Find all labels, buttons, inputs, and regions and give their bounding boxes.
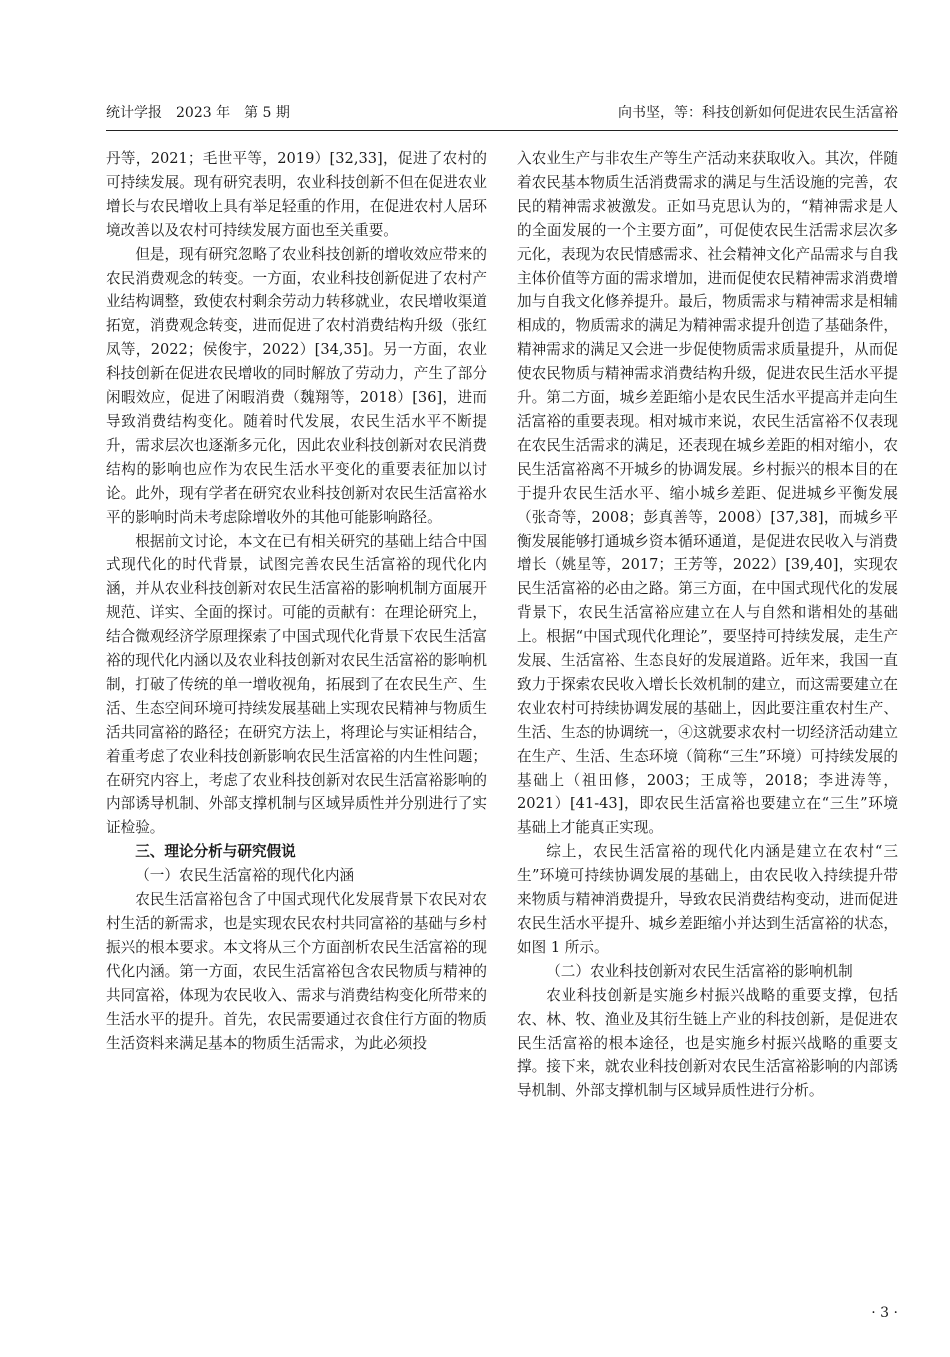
subsection-title: （二）农业科技创新对农民生活富裕的影响机制 [546,962,853,980]
article-running-title: 向书坚，等：科技创新如何促进农民生活富裕 [618,105,898,121]
page-number: · 3 · [871,1305,898,1321]
paragraph: 丹等，2021；毛世平等，2019）[32,33]，促进了农村的可持续发展。现有研究表明，农业科技创新不但在促进农业增长与农民增收上具有举足轻重的作用，在促进农村人居环境改善以及农村可持续发展方面也至关重要。 [106,150,487,239]
subsection-title: （一）农民生活富裕的现代化内涵 [135,867,355,885]
section-title: 三、理论分析与研究假说 [135,843,296,861]
right-column [517,147,898,1103]
paragraph: 农民生活富裕包含了中国式现代化发展背景下农民对农村生活的新需求，也是实现农民农村共同富裕的基础与乡村振兴的根本要求。本文将从三个方面剖析农民生活富裕的现代化内涵。第一方面，农民生活富裕包含农民物质与精神的共同富裕，体现为农民收入、需求与消费结构变化所带来的生活水平的提升。首先，农民需要通过衣食住行方面的物质生活资料来满足基本的物质生活需求，为此必须投 [106,891,487,1052]
paragraph: 农业科技创新是实施乡村振兴战略的重要支撑，包括农、林、牧、渔业及其衍生链上产业的科技创新，是促进农民生活富裕的根本途径，也是实施乡村振兴战略的重要支撑。接下来，就农业科技创新对农民生活富裕影响的内部诱导机制、外部支撑机制与区域异质性进行分析。 [517,986,898,1100]
paragraph: 综上，农民生活富裕的现代化内涵是建立在农村“三生”环境可持续协调发展的基础上，由农民收入持续提升带来物质与精神消费提升，导致农民消费结构变动，进而促进农民生活水平提升、城乡差距缩小并达到生活富裕的状态，如图 1 所示。 [517,843,898,956]
paragraph: 根据前文讨论，本文在已有相关研究的基础上结合中国式现代化的时代背景，试图完善农民生活富裕的现代化内涵，并从农业科技创新对农民生活富裕的影响机制方面展开规范、详实、全面的探讨。可能的贡献有：在理论研究上，结合微观经济学原理探索了中国式现代化背景下农民生活富裕的现代化内涵以及农业科技创新对农民生活富裕的影响机制，打破了传统的单一增收视角，拓展到了在农民生产、生活、生态空间环境可持续发展基础上实现农民精神与物质生活共同富裕的路径；在研究方法上，将理论与实证相结合，着重考虑了农业科技创新影响农民生活富裕的内生性问题；在研究内容上，考虑了农业科技创新对农民生活富裕影响的内部诱导机制、外部支撑机制与区域异质性并分别进行了实证检验。 [106,532,487,837]
header-rule [106,130,898,131]
paragraph: 入农业生产与非农生产等生产活动来获取收入。其次，伴随着农民基本物质生活消费需求的满足与生活设施的完善，农民的精神需求被激发。正如马克思认为的，“精神需求是人的全面发展的一个主要方面”，可促使农民生活需求层次多元化，表现为农民情感需求、社会精神文化产品需求与自我主体价值等方面的需求增加，进而促使农民精神需求消费增加与自我文化修养提升。最后，物质需求与精神需求是相辅相成的，物质需求的满足为精神需求提升创造了基础条件，精神需求的满足又会进一步促使物质需求质量提升，从而促使农民物质与精神需求消费结构升级，促进农民生活水平提升。第二方面，城乡差距缩小是农民生活水平提高并走向生活富裕的重要表现。相对城市来说，农民生活富裕不仅表现在农民生活需求的满足，还表现在城乡差距的相对缩小，农民生活富裕离不开城乡的协调发展。乡村振兴的根本目的在于提升农民生活水平、缩小城乡差距、促进城乡平衡发展（张奇等，2008；彭真善等，2008）[37,38]，而城乡平衡发展能够打通城乡资本循环通道，是促进农民收入与消费增长（姚星等，2017；王芳等，2022）[39,40]，实现农民生活富裕的必由之路。第三方面，在中国式现代化的发展背景下，农民生活富裕应建立在人与自然和谐相处的基础上。根据“中国式现代化理论”，要坚持可持续发展，走生产发展、生活富裕、生态良好的发展道路。近年来，我国一直致力于探索农民收入增长长效机制的建立，而这需要建立在农业农村可持续协调发展的基础上，因此要注重农村生产、生活、生态的协调统一，④这就要求农村一切经济活动建立在生产、生活、生态环境（简称“三生”环境）可持续发展的基础上（祖田修，2003；王成等，2018；李进涛等，2021）[41-43]，即农民生活富裕也要建立在“三生”环境基础上才能真正实现。 [517,150,898,837]
left-column [106,147,487,1055]
journal-info: 统计学报 2023 年 第 5 期 [106,105,290,121]
paragraph: 但是，现有研究忽略了农业科技创新的增收效应带来的农民消费观念的转变。一方面，农业科技创新促进了农村产业结构调整，致使农村剩余劳动力转移就业，农民增收渠道拓宽，消费观念转变，进而促进了农村消费结构升级（张红凤等，2022；侯俊宇，2022）[34,35]。另一方面，农业科技创新在促进农民增收的同时解放了劳动力，产生了部分闲暇效应，促进了闲暇消费（魏翔等，2018）[36]，进而导致消费结构变化。随着时代发展，农民生活水平不断提升，需求层次也逐渐多元化，因此农业科技创新对农民消费结构的影响也应作为农民生活水平变化的重要表征加以讨论。此外，现有学者在研究农业科技创新对农民生活富裕水平的影响时尚未考虑除增收外的其他可能影响路径。 [106,245,487,526]
